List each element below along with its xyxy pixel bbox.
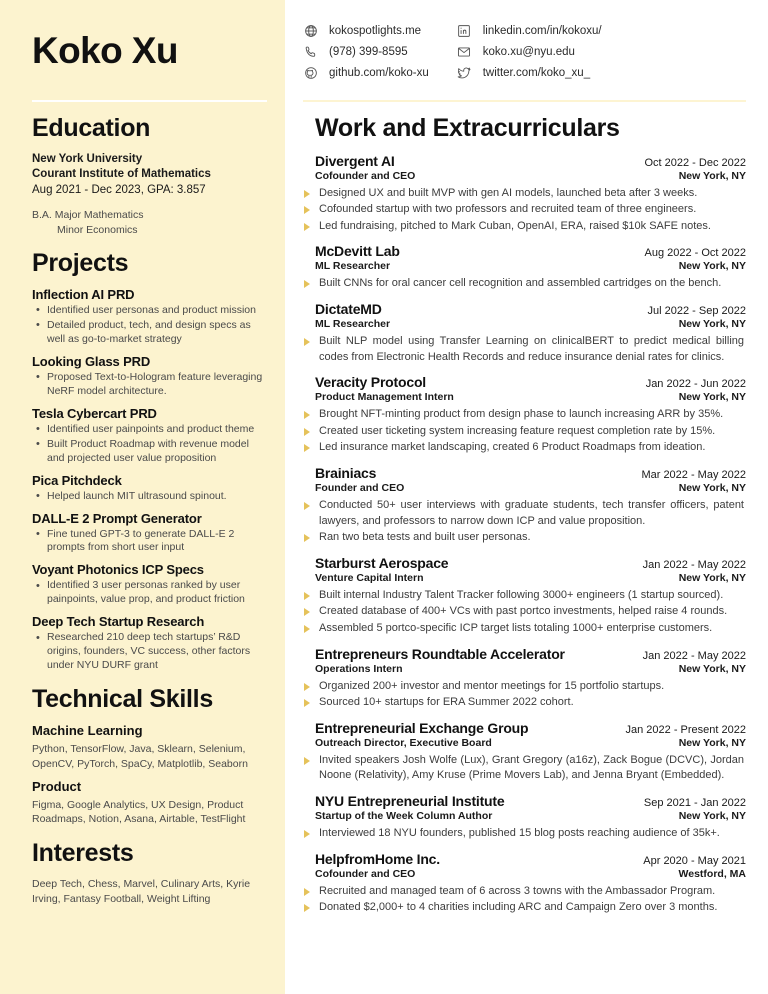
work-bullets [303, 186, 746, 235]
project-bullets [32, 371, 267, 399]
contact-row[interactable] [303, 43, 429, 62]
work-item [303, 555, 746, 637]
project-title: Voyant Photonics ICP Specs [32, 562, 204, 578]
sidebar-divider [32, 100, 267, 102]
project-title: Pica Pitchdeck [32, 472, 122, 488]
work-bullet: Invited speakers Josh Wolfe (Lux), Grant Gregory (a16z), Zack Bogue (DCVC), Jordan Noone (Relativity), Amy Kruse (Prime Movers Lab), and Jenna Bryant (Embedded). [303, 753, 746, 784]
work-role: Startup of the Week Column Author [315, 810, 493, 823]
work-bullet: Created user ticketing system increasing feature request completion rate by 15%. [303, 424, 746, 440]
work-role: Operations Intern [315, 662, 403, 675]
project-title: DALL-E 2 Prompt Generator [32, 510, 202, 526]
project-item [32, 287, 267, 347]
work-item [303, 465, 746, 546]
section-title-projects: Projects [32, 249, 129, 278]
work-bullets [303, 276, 746, 292]
main-divider [303, 100, 746, 102]
work-role: Venture Capital Intern [315, 571, 424, 584]
skill-group [32, 723, 267, 772]
work-organization: Divergent AI [315, 152, 395, 169]
name-block [32, 0, 267, 100]
work-dates: Apr 2020 - May 2021 [643, 854, 746, 867]
work-role: Outreach Director, Executive Board [315, 736, 492, 749]
contact-text: koko.xu@nyu.edu [482, 46, 575, 58]
project-bullets [32, 631, 267, 673]
work-bullet: Conducted 50+ user interviews with graduate students, tech transfer officers, patent lawyers, and professors to narrow down ICP and value proposition. [303, 498, 746, 529]
work-bullet: Recruited and managed team of 6 across 3 towns with the Ambassador Program. [303, 884, 746, 900]
work-role: ML Researcher [315, 317, 391, 330]
work-organization: Entrepreneurial Exchange Group [315, 719, 529, 736]
work-bullets [303, 588, 746, 637]
project-item [32, 614, 267, 673]
section-title-skills: Technical Skills [32, 685, 213, 714]
interests-body: Deep Tech, Chess, Marvel, Culinary Arts, Kyrie Irving, Fantasy Football, Weight Lifting [32, 877, 251, 905]
contact-text: linkedin.com/in/kokoxu/ [482, 25, 602, 37]
work-organization: HelpfromHome Inc. [315, 850, 440, 867]
contact-row[interactable] [303, 64, 429, 83]
work-bullets [303, 498, 746, 546]
project-bullet: • Identified 3 user personas ranked by user painpoints, value prop, and product friction [32, 579, 267, 607]
project-item [32, 562, 267, 607]
envelope-icon [457, 45, 472, 60]
projects-list [32, 287, 267, 673]
work-bullet: Created database of 400+ VCs with past portco investments, helped raise 4 rounds. [303, 604, 746, 620]
project-bullet: • Researched 210 deep tech startups’ R&D origins, founders, VC success, other factors under NYU DURF grant [32, 631, 267, 673]
skills-list [32, 723, 267, 828]
project-bullet: • Detailed product, tech, and design specs as well as go-to-market strategy [32, 319, 267, 347]
work-location: New York, NY [678, 260, 746, 273]
work-location: New York, NY [678, 169, 746, 182]
project-title: Inflection AI PRD [32, 286, 135, 302]
work-item-subtitle-row [315, 170, 746, 182]
work-location: New York, NY [678, 810, 746, 823]
section-title-education: Education [32, 114, 151, 142]
work-bullets [303, 334, 746, 365]
work-dates: Jan 2022 - May 2022 [642, 649, 746, 662]
work-dates: Jan 2022 - Jun 2022 [645, 378, 746, 391]
skill-group-title: Machine Learning [32, 722, 143, 738]
work-dates: Oct 2022 - Dec 2022 [644, 156, 746, 169]
work-dates: Aug 2022 - Oct 2022 [644, 247, 746, 260]
work-bullet: Ran two beta tests and built user personas. [303, 530, 746, 546]
work-item-header [303, 851, 746, 880]
work-bullets [303, 826, 746, 842]
work-item-header [303, 243, 746, 272]
contact-text: (978) 399-8595 [329, 46, 408, 58]
project-item [32, 473, 267, 504]
work-organization: Brainiacs [315, 464, 377, 481]
work-bullet: Designed UX and built MVP with gen AI models, launched beta after 3 weeks. [303, 186, 746, 202]
work-item [303, 646, 746, 711]
work-item-subtitle-row [315, 318, 746, 330]
project-bullets [32, 528, 267, 556]
work-item-subtitle-row [315, 663, 746, 675]
work-item-title-row [315, 720, 746, 736]
linkedin-icon [457, 24, 472, 39]
work-item-header [303, 465, 746, 494]
work-dates: Sep 2021 - Jan 2022 [643, 797, 746, 810]
project-bullet: • Helped launch MIT ultrasound spinout. [32, 490, 267, 504]
work-item-title-row [315, 465, 746, 481]
contact-text: kokospotlights.me [329, 25, 422, 37]
work-item [303, 851, 746, 916]
work-bullet: Assembled 5 portco-specific ICP target lists totaling 1000+ enterprise customers. [303, 621, 746, 637]
work-location: New York, NY [678, 391, 746, 404]
work-bullet: Brought NFT-minting product from design phase to launch increasing ARR by 35%. [303, 407, 746, 423]
project-bullet: • Proposed Text-to-Hologram feature leveraging NeRF model architecture. [32, 371, 267, 399]
project-bullet: • Built Product Roadmap with revenue model and projected user value proposition [32, 438, 267, 466]
education-school: New York University [32, 152, 143, 165]
education-block [32, 152, 267, 238]
project-title: Deep Tech Startup Research [32, 614, 205, 630]
work-item-subtitle-row [315, 260, 746, 272]
education-degree: B.A. Major Mathematics [32, 209, 144, 222]
work-organization: McDevitt Lab [315, 243, 400, 260]
work-item-subtitle-row [315, 810, 746, 822]
work-bullet: Organized 200+ investor and mentor meetings for 15 portfolio startups. [303, 679, 746, 695]
work-role: Product Management Intern [315, 391, 454, 404]
work-item [303, 301, 746, 365]
contact-row[interactable] [457, 64, 602, 83]
work-organization: Veracity Protocol [315, 374, 426, 391]
work-dates: Jul 2022 - Sep 2022 [647, 304, 746, 317]
work-bullets [303, 884, 746, 916]
work-list [303, 153, 746, 916]
work-bullet: Built NLP model using Transfer Learning on clinicalBERT to predict medical billing codes from Electronic Health Records and reduce insurance denial rates for clinics. [303, 334, 746, 365]
project-item [32, 511, 267, 556]
work-bullet: Sourced 10+ startups for ERA Summer 2022 cohort. [303, 695, 746, 711]
work-bullet: Donated $2,000+ to 4 charities including ARC and Campaign Zero over 3 months. [303, 900, 746, 916]
project-bullets [32, 423, 267, 466]
skill-group-body: Figma, Google Analytics, UX Design, Product Roadmaps, Notion, Asana, Airtable, TestFlight [32, 798, 246, 826]
work-item-header [303, 555, 746, 584]
work-dates: Mar 2022 - May 2022 [641, 468, 746, 481]
project-item [32, 406, 267, 466]
project-bullet: • Identified user painpoints and product theme [32, 423, 267, 437]
work-dates: Jan 2022 - Present 2022 [625, 723, 746, 736]
work-bullets [303, 753, 746, 784]
work-location: New York, NY [678, 571, 746, 584]
education-institute: Courant Institute of Mathematics [32, 168, 211, 181]
work-location: New York, NY [678, 736, 746, 749]
work-item-header [303, 153, 746, 182]
work-item-title-row [315, 851, 746, 867]
work-location: New York, NY [678, 481, 746, 494]
work-item-subtitle-row [315, 482, 746, 494]
phone-icon [303, 45, 318, 60]
contact-block [303, 0, 746, 100]
project-bullet: • Fine tuned GPT-3 to generate DALL-E 2 prompts from short user input [32, 528, 267, 556]
work-location: Westford, MA [678, 867, 746, 880]
section-title-interests: Interests [32, 839, 134, 868]
work-bullet: Led fundraising, pitched to Mark Cuban, OpenAI, ERA, raised $10k SAFE notes. [303, 219, 746, 235]
project-bullets [32, 579, 267, 607]
project-title: Tesla Cybercart PRD [32, 405, 157, 421]
github-icon [303, 66, 318, 81]
work-item [303, 153, 746, 235]
work-role: ML Researcher [315, 260, 391, 273]
work-role: Founder and CEO [315, 481, 405, 494]
contact-row[interactable] [303, 22, 429, 41]
work-item-header [303, 646, 746, 675]
work-bullet: Cofounded startup with two professors and recruited team of three engineers. [303, 202, 746, 218]
project-item [32, 354, 267, 399]
work-item [303, 793, 746, 842]
work-bullet: Built CNNs for oral cancer cell recognition and assembled cartridges on the bench. [303, 276, 746, 292]
work-item-title-row [315, 374, 746, 390]
project-bullets [32, 304, 267, 347]
page-title: Koko Xu [32, 29, 178, 71]
work-item-title-row [315, 555, 746, 571]
section-title-work: Work and Extracurriculars [315, 114, 620, 142]
contact-column-left [303, 22, 429, 83]
work-location: New York, NY [678, 662, 746, 675]
contact-row[interactable] [457, 43, 602, 62]
work-role: Cofounder and CEO [315, 169, 416, 182]
work-item-title-row [315, 243, 746, 259]
work-item-header [303, 374, 746, 403]
contact-text: github.com/koko-xu [329, 67, 429, 79]
work-item-header [303, 793, 746, 822]
work-bullet: Built internal Industry Talent Tracker following 3000+ engineers (1 startup sourced). [303, 588, 746, 604]
work-dates: Jan 2022 - May 2022 [642, 558, 746, 571]
globe-icon [303, 24, 318, 39]
twitter-icon [457, 66, 472, 81]
work-item-subtitle-row [315, 572, 746, 584]
education-dates: Aug 2021 - Dec 2023, GPA: 3.857 [32, 184, 206, 197]
work-item [303, 720, 746, 784]
work-organization: DictateMD [315, 300, 382, 317]
work-item-header [303, 301, 746, 330]
contact-row[interactable] [457, 22, 602, 41]
work-item-header [303, 720, 746, 749]
work-bullets [303, 407, 746, 456]
project-title: Looking Glass PRD [32, 353, 151, 369]
project-bullet: • Identified user personas and product mission [32, 304, 267, 318]
work-bullet: Interviewed 18 NYU founders, published 15 blog posts reaching audience of 35k+. [303, 826, 746, 842]
work-location: New York, NY [678, 317, 746, 330]
work-bullet: Led insurance market landscaping, created 6 Product Roadmaps from ideation. [303, 440, 746, 456]
contact-text: twitter.com/koko_xu_ [482, 67, 591, 79]
work-role: Cofounder and CEO [315, 867, 416, 880]
work-item-subtitle-row [315, 391, 746, 403]
work-organization: NYU Entrepreneurial Institute [315, 793, 505, 810]
work-item-title-row [315, 793, 746, 809]
work-bullets [303, 679, 746, 711]
work-item [303, 243, 746, 292]
work-item [303, 374, 746, 456]
work-item-subtitle-row [315, 868, 746, 880]
work-item-subtitle-row [315, 737, 746, 749]
work-organization: Starburst Aerospace [315, 554, 449, 571]
skill-group [32, 779, 267, 828]
education-minor: Minor Economics [57, 223, 138, 236]
skill-group-title: Product [32, 778, 82, 794]
main-column [285, 0, 768, 994]
work-item-title-row [315, 153, 746, 169]
sidebar [0, 0, 285, 994]
work-item-title-row [315, 646, 746, 662]
skill-group-body: Python, TensorFlow, Java, Sklearn, Selenium, OpenCV, PyTorch, SpaCy, Matplotlib, Seaborn [32, 742, 248, 770]
work-item-title-row [315, 301, 746, 317]
contact-column-right [457, 22, 602, 83]
project-bullets [32, 490, 267, 504]
work-organization: Entrepreneurs Roundtable Accelerator [315, 645, 565, 662]
